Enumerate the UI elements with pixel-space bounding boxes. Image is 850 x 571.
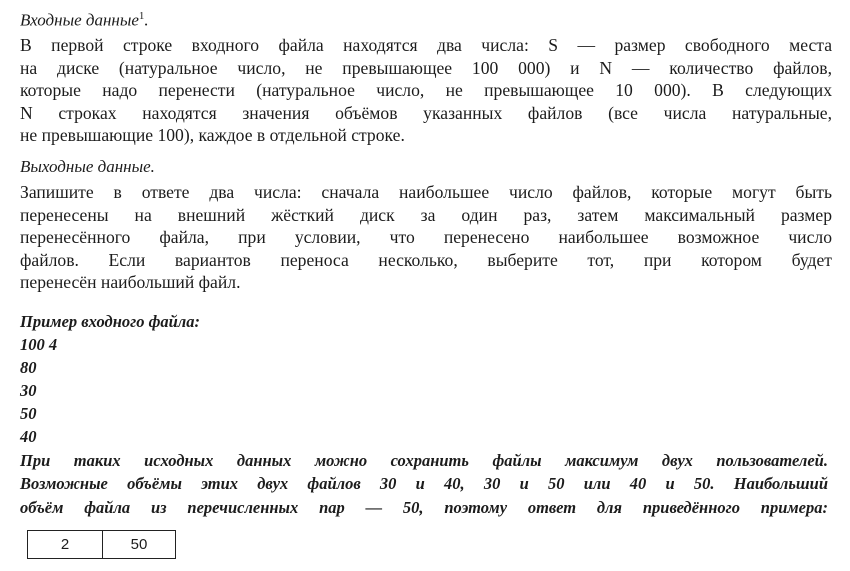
example-block xyxy=(20,310,200,448)
output-description xyxy=(20,181,832,294)
answer-cell: 2 xyxy=(28,531,103,559)
input-heading: Входные данные$^1$. xyxy=(20,10,149,30)
paragraph-line: не превышающие 100), каждое в отдельной строке. xyxy=(20,125,405,146)
example-line: 40 xyxy=(20,427,37,446)
explanation-line: Возможные объёмы этих двух файлов 30 и 40, 30 и 50 или 40 и 50. Наибольший xyxy=(20,474,828,494)
paragraph-line: В первой строке входного файла находятся два числа: S — размер свободного места xyxy=(20,35,832,55)
paragraph-line: перенесён наибольший файл. xyxy=(20,272,241,293)
paragraph-line: N строках находятся значения объёмов указанных файлов (все числа натуральные, xyxy=(20,102,832,123)
paragraph-line: файлов. Если вариантов переноса несколько, выберите тот, при котором будет xyxy=(20,249,832,270)
input-description xyxy=(20,34,832,147)
example-heading: Пример входного файла: xyxy=(20,312,201,331)
example-explanation xyxy=(20,449,828,519)
paragraph-line: на диске (натуральное число, не превышающее 100 000) и N — количество файлов, xyxy=(20,57,832,78)
paragraph-line: Запишите в ответе два числа: сначала наибольшее число файлов, которые могут быть xyxy=(20,182,832,202)
example-line: 80 xyxy=(20,358,37,377)
paragraph-line: перенесённого файла, при условии, что перенесено наибольшее возможное число xyxy=(20,227,832,248)
answer-row xyxy=(28,531,176,559)
footnote-mark: 1 xyxy=(138,10,145,22)
example-line: 100 4 xyxy=(20,335,58,354)
explanation-line: объём файла из перечисленных пар — 50, поэтому ответ для приведённого примера: xyxy=(20,497,828,517)
paragraph-line: которые надо перенести (натуральное число, не превышающее 10 000). В следующих xyxy=(20,80,832,101)
paragraph-line: перенесены на внешний жёсткий диск за один раз, затем максимальный размер xyxy=(20,204,832,225)
answer-table xyxy=(27,530,176,559)
example-line: 30 xyxy=(20,381,37,400)
explanation-line: При таких исходных данных можно сохранить файлы максимум двух пользователей. xyxy=(20,451,828,470)
answer-cell: 50 xyxy=(103,531,176,559)
example-line: 50 xyxy=(20,404,37,423)
output-heading: Выходные данные. xyxy=(20,157,155,176)
